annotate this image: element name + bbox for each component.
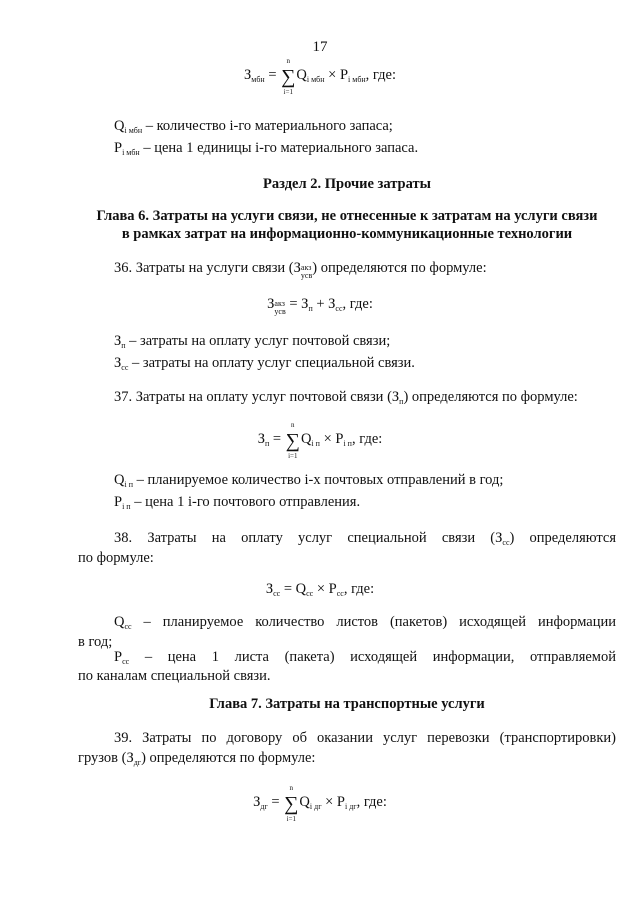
formula-special-comm: $З_{сс} = Q_{сс} \times P_{сс}$, где:	[265, 581, 375, 598]
definition-line: $З_п$ – затраты на оплату услуг почтовой связи;	[114, 333, 391, 350]
formula-cargo: $З_{дг}$ = ∑ n i=1 $Q_{i дг} \times P_{i дг}$, где:	[253, 784, 387, 823]
paragraph-38-line1: 38. Затраты на оплату услуг специальной связи $(З_{сс})$ определяются	[114, 530, 617, 547]
paragraph-36: 36. Затраты на услуги связи (Закз усв) определяются по формуле:	[114, 260, 487, 280]
definition-line: $Q_{i мбн}$ – количество i-го материального запаса;	[114, 118, 393, 135]
definition-line: $P_{i п}$ – цена 1 i-го почтового отправления.	[114, 494, 361, 511]
paragraph-37: 37. Затраты на оплату услуг почтовой связи $(З_п)$ определяются по формуле:	[114, 389, 578, 406]
formula-postal: $З_п$ = ∑ n i=1 $Q_{i п} \times P_{i п}$, где:	[257, 421, 383, 460]
formula-communication: Закз усв = $З_п + З_{сс}$, где:	[267, 296, 373, 316]
chapter-title-line: Глава 6. Затраты на услуги связи, не отнесенные к затратам на услуги связи	[96, 208, 598, 224]
definition-continuation: в год;	[78, 634, 113, 650]
paragraph-39-line2: грузов $(З_{дг})$ определяются по формуле:	[78, 750, 316, 767]
definition-line: $P_{i мбн}$ – цена 1 единицы i-го материального запаса.	[114, 140, 419, 157]
sum-sign: ∑ n i=1	[285, 421, 300, 460]
paragraph-39-line1: 39. Затраты по договору об оказании услуг перевозки (транспортировки)	[114, 730, 616, 746]
section-title: Раздел 2. Прочие затраты	[263, 176, 431, 192]
definition-continuation: по каналам специальной связи.	[78, 668, 271, 684]
formula-material-stock: $З_{мбн}$ = ∑ n i=1 $Q_{i мбн} \times P_{i мбн}$, где:	[244, 57, 396, 96]
definition-line: $Q_{i п}$ – планируемое количество i-х почтовых отправлений в год;	[114, 472, 504, 489]
chapter-title: Глава 7. Затраты на транспортные услуги	[209, 696, 485, 712]
definition-line: $P_{сс}$ – цена 1 листа (пакета) исходящей информации, отправляемой	[114, 649, 616, 666]
definition-line: $Q_{сс}$ – планируемое количество листов (пакетов) исходящей информации	[114, 614, 616, 631]
paragraph-38-line2: по формуле:	[78, 550, 154, 566]
chapter-title-line: в рамках затрат на информационно-коммуникационные технологии	[121, 226, 573, 242]
page-number: 17	[312, 39, 328, 55]
sum-sign: ∑ n i=1	[284, 784, 299, 823]
definition-line: $З_{сс}$ – затраты на оплату услуг специальной связи.	[114, 355, 415, 372]
sum-sign: ∑ n i=1	[281, 57, 296, 96]
